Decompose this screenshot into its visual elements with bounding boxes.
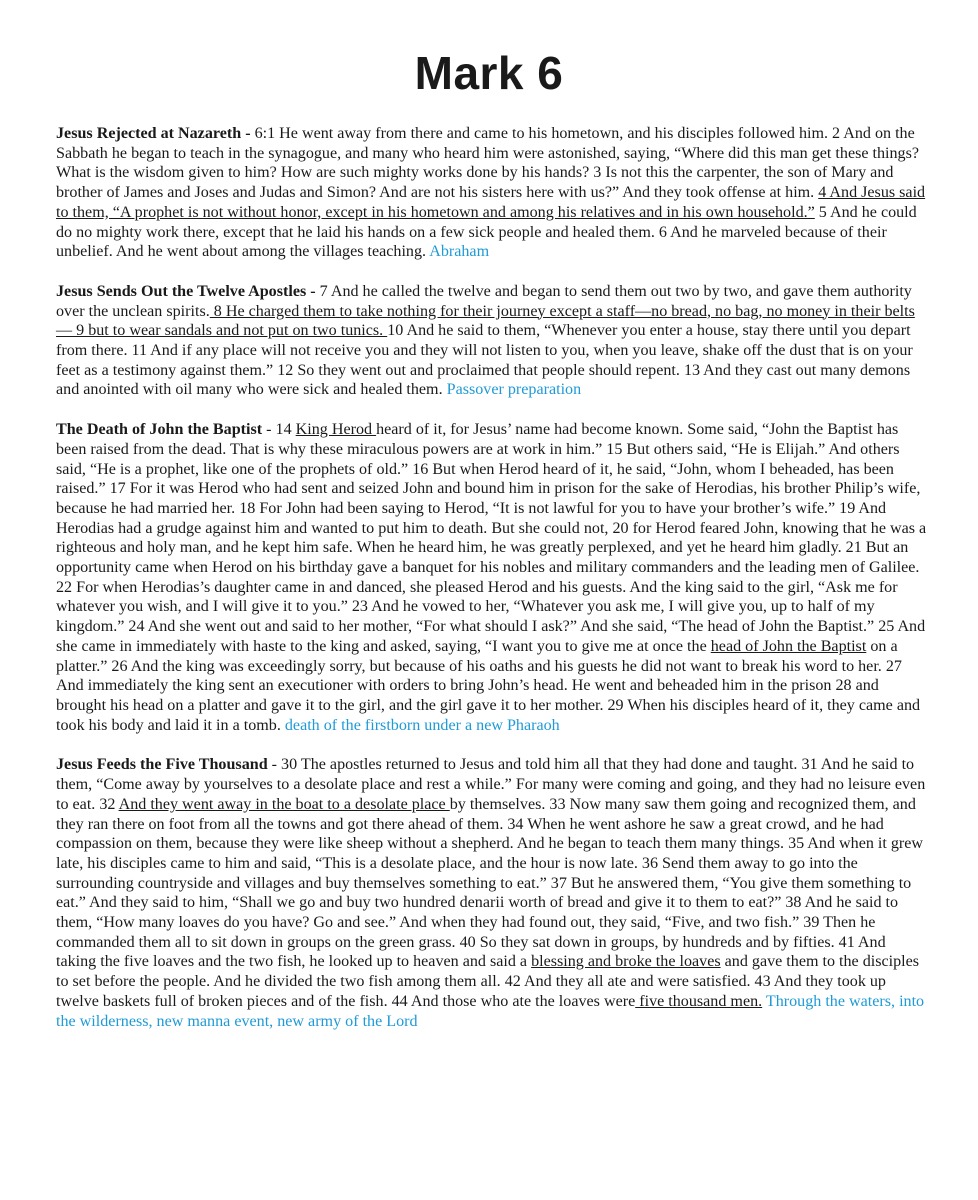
verse-text: 6:1 He went away from there and came to his hometown, and his disciples followed him. 2 And on the Sabbath he began to teach in the synagogue, and many who heard him were astonished, saying, “Where did this man get these things? What is the wisdom given to him? How are such mighty works done by his hands? 3 Is not this the carpenter, the son of Mary and brother of James and Joses and Judas and Simon? And are not his sisters here with us?” And they took offense at him. — [56, 125, 920, 202]
verse-text: - 30 The apostles returned to Jesus and told him all that they had done and taught. 31 And he said to them, “Come away by yourselves to a desolate place and rest a while.” For many were coming and going, and they had no leisure even to eat. 32 — [56, 756, 926, 813]
section-heading: Jesus Feeds the Five Thousand — [56, 756, 268, 774]
verse-text: 7 And he called the twelve and began to send them out two by two, and gave them authority over the unclean spirits. — [56, 282, 912, 320]
annotation-note: death of the firstborn under a new Pharaoh — [284, 716, 560, 734]
underlined-verse-text: King Herod — [295, 421, 377, 439]
underlined-verse-text: head of John the Baptist — [710, 637, 867, 655]
underlined-verse-text: And they went away in the boat to a desolate place — [118, 795, 450, 813]
annotation-note: Through the waters, into the wilderness, new manna event, new army of the Lord — [56, 992, 925, 1030]
verse-text: 5 And he could do no mighty work there, except that he laid his hands on a few sick people and healed them. 6 And he marveled because of their unbelief. And he went about among the villages teaching. — [56, 203, 917, 261]
section-heading: Jesus Rejected at Nazareth - — [56, 125, 255, 142]
section-sends-out-twelve — [56, 282, 928, 400]
section-feeds-five-thousand — [56, 755, 928, 1031]
verse-text: by themselves. 33 Now many saw them going and recognized them, and they ran there on foot from all the towns and got there ahead of them. 34 When he went ashore he saw a great crowd, and he had compassion on them, because they were like sheep without a shepherd. And he began to teach them many things. 35 And when it grew late, his disciples came to him and said, “This is a desolate place, and the hour is now late. 36 Send them away to go into the surrounding countryside and villages and buy themselves something to eat.” 37 But he answered them, “You give them something to eat.” And they said to him, “Shall we go and buy two hundred denarii worth of bread and give it to them to eat?” 38 And he said to them, “How many loaves do you have? Go and see.” And when they had found out, they said, “Five, and two fish.” 39 Then he commanded them all to sit down in groups on the green grass. 40 So they sat down in groups, by hundreds and by fifties. 41 And taking the five loaves and the two fish, he looked up to heaven and said a — [56, 795, 924, 971]
page-title: Mark 6 — [414, 47, 564, 99]
verse-text: - 14 — [266, 421, 296, 439]
section-heading: Jesus Sends Out the Twelve Apostles - — [56, 282, 320, 300]
annotation-note: Abraham — [429, 243, 490, 261]
section-rejected-at-nazareth — [56, 124, 928, 262]
underlined-verse-text: 4 And Jesus said to them, “A prophet is not without honor, except in his hometown and among his relatives and in his own household.” — [56, 184, 926, 221]
verse-text: and gave them to the disciples to set before the people. And he divided the two fish among them all. 42 And they all ate and were satisfied. 43 And they took up twelve baskets full of broken pieces and of the fish. 44 And those who ate the loaves were — [56, 953, 920, 1010]
underlined-verse-text: 8 He charged them to take nothing for their journey except a staff—no bread, no bag, no money in their belts— 9 but to wear sandals and not put on two tunics. — [56, 302, 915, 340]
underlined-verse-text: blessing and broke the loaves — [531, 953, 721, 971]
verse-text: 10 And he said to them, “Whenever you enter a house, stay there until you depart from there. 11 And if any place will not receive you and they will not listen to you, when you leave, shake off the dust that is on your feet as a testimony against them.” 12 So they went out and proclaimed that people should repent. 13 And they cast out many demons and anointed with oil many who were sick and healed them. — [56, 322, 913, 399]
underlined-verse-text: five thousand men. — [635, 992, 763, 1010]
section-heading: The Death of John the Baptist — [56, 421, 263, 439]
verse-text: on a platter.” 26 And the king was exceedingly sorry, but because of his oaths and his guests he did not want to break his word to her. 27 And immediately the king sent an executioner with orders to bring John’s head. He went and beheaded him in the prison 28 and brought his head on a platter and gave it to the girl, and the girl gave it to her mother. 29 When his disciples heard of it, they came and took his body and laid it in a tomb. — [56, 637, 921, 734]
verse-text: heard of it, for Jesus’ name had become known. Some said, “John the Baptist has been raised from the dead. That is why these miraculous powers are at work in him.” 15 But others said, “He is Elijah.” And others said, “He is a prophet, like one of the prophets of old.” 16 But when Herod heard of it, he said, “John, whom I beheaded, has been raised.” 17 For it was Herod who had sent and seized John and bound him in prison for the sake of Herodias, his brother Philip’s wife, because he had married her. 18 For John had been saying to Herod, “It is not lawful for you to have your brother’s wife.” 19 And Herodias had a grudge against him and wanted to put him to death. But she could not, 20 for Herod feared John, knowing that he was a righteous and holy man, and he kept him safe. When he heard him, he was greatly perplexed, and yet he heard him gladly. 21 But an opportunity came when Herod on his birthday gave a banquet for his nobles and military commanders and the leading men of Galilee. 22 For when Herodias’s daughter came in and danced, she pleased Herod and his guests. And the king said to the girl, “Ask me for whatever you wish, and I will give it to you.” 23 And he vowed to her, “Whatever you ask me, I will give you, up to half of my kingdom.” 24 And she went out and said to her mother, “For what should I ask?” And she said, “The head of John the Baptist.” 25 And she came in immediately with haste to the king and asked, saying, “I want you to give me at once the — [56, 421, 927, 655]
scripture-body — [56, 124, 928, 1051]
annotation-note: Passover preparation — [446, 381, 582, 399]
section-death-of-john-baptist — [56, 420, 928, 735]
